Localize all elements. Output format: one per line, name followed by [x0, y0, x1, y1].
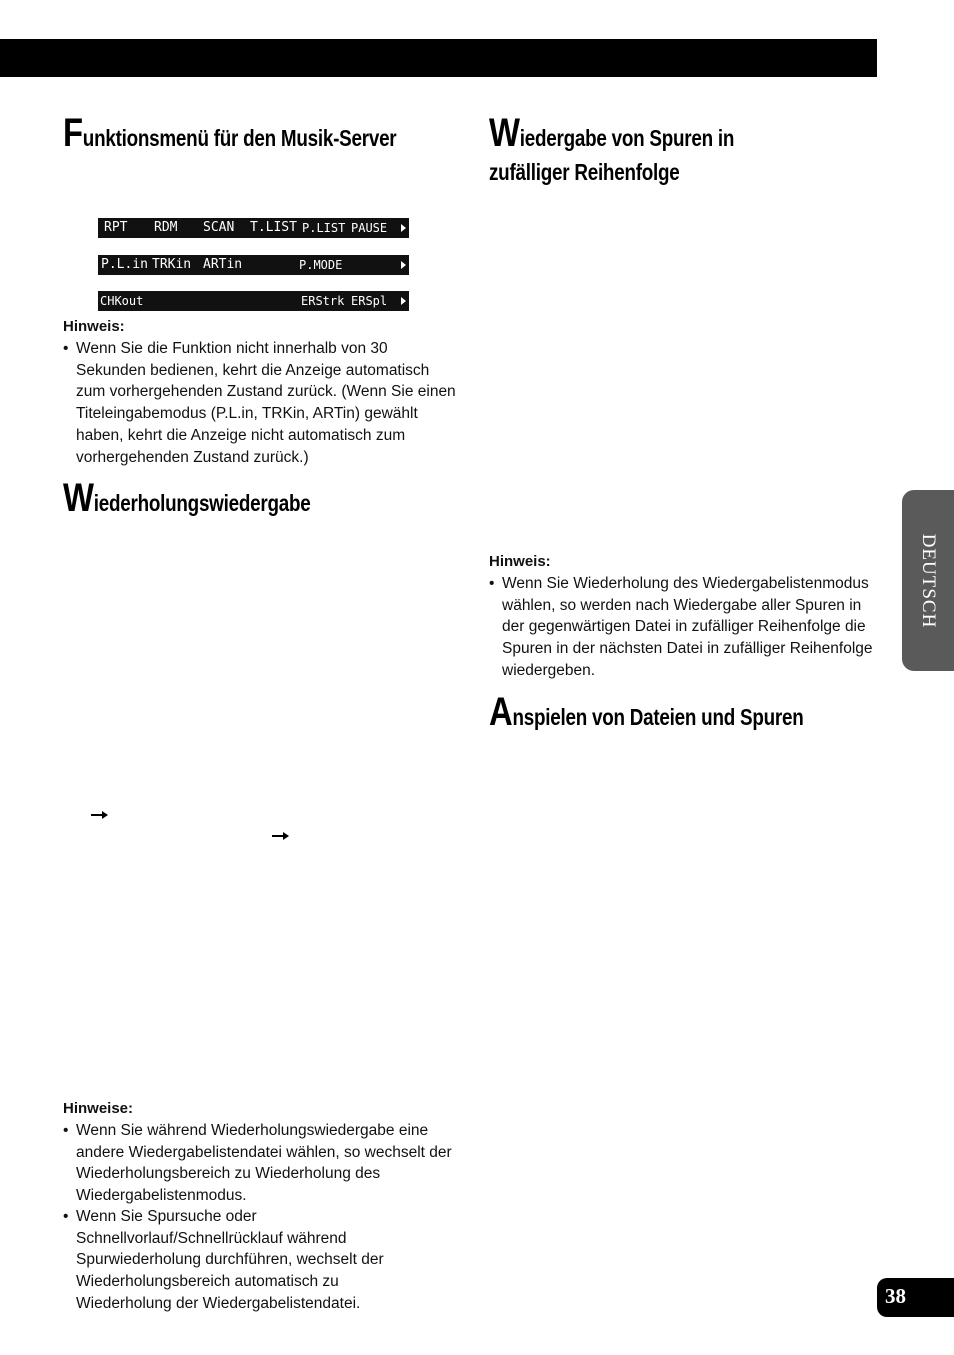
note-item: • Wenn Sie die Funktion nicht innerhalb von 30 Sekunden bedienen, kehrt die Anzeige automatisch zum vorhergehenden Zustand zurück. (Wenn Sie einen Titeleingabemodus (P.L.in, TRKin, ARTin) gewählt haben, kehrt die Anzeige nicht automatisch zum vorhergehenden Zustand zurück.) — [63, 338, 456, 468]
note-item: • Wenn Sie während Wiederholungswiedergabe eine andere Wiedergabelistendatei wählen, so wechselt der Wiederholungsbereich zu Wiederholung des Wiedergabelistenmodus. — [63, 1120, 456, 1207]
note-heading: Hinweis: — [489, 553, 551, 570]
page-number-box — [877, 1278, 954, 1317]
lcd-menu-row-2 — [98, 255, 409, 275]
lcd-item: T.LIST — [250, 220, 297, 235]
heading-anspielen: Anspielen von Dateien und Spuren — [489, 690, 804, 734]
language-side-tab — [902, 490, 954, 671]
lcd-item: TRKin — [152, 257, 192, 272]
arrow-right-icon — [91, 814, 105, 816]
language-label: DEUTSCH — [918, 533, 939, 628]
note-item: • Wenn Sie Wiederholung des Wiedergabelistenmodus wählen, so werden nach Wiedergabe aller Spuren in der gegenwärtigen Datei in zufälliger Reihenfolge die Spuren in der nächsten Datei in zufälliger Reihenfolge wiedergeben. — [489, 573, 882, 682]
note-heading: Hinweis: — [63, 318, 125, 335]
lcd-item: ERSpl — [351, 294, 388, 308]
lcd-item: P.MODE — [299, 258, 343, 272]
lcd-menu-row-3 — [98, 291, 409, 311]
lcd-item: ERStrk — [301, 294, 345, 308]
heading-wiederholungswiedergabe: Wiederholungswiedergabe — [63, 476, 311, 520]
heading-zufaellige-wiedergabe: Wiedergabe von Spuren in zufälliger Reihenfolge — [489, 111, 735, 185]
lcd-right-arrow-icon — [401, 261, 406, 269]
notes-heading: Hinweise: — [63, 1100, 134, 1117]
note-item: • Wenn Sie Spursuche oder Schnellvorlauf/Schnellrücklauf während Spurwiederholung durchführen, wechselt der Wiederholungsbereich automatisch zu Wiederholung der Wiedergabelistendatei. — [63, 1206, 426, 1315]
lcd-item: RDM — [154, 220, 178, 235]
lcd-item: P.LIST — [302, 221, 346, 235]
lcd-item: RPT — [104, 220, 128, 235]
lcd-item: PAUSE — [351, 221, 388, 235]
lcd-item: SCAN — [203, 220, 235, 235]
lcd-item: P.L.in — [101, 257, 148, 272]
header-bar — [0, 39, 877, 77]
lcd-item: CHKout — [100, 294, 144, 308]
arrow-right-icon — [272, 835, 286, 837]
lcd-menu-row-1 — [98, 218, 409, 238]
page-number: 38 — [885, 1284, 906, 1308]
heading-funktionsmenue: Funktionsmenü für den Musik-Server — [63, 111, 397, 155]
lcd-right-arrow-icon — [401, 224, 406, 232]
lcd-right-arrow-icon — [401, 297, 406, 305]
lcd-item: ARTin — [203, 257, 243, 272]
